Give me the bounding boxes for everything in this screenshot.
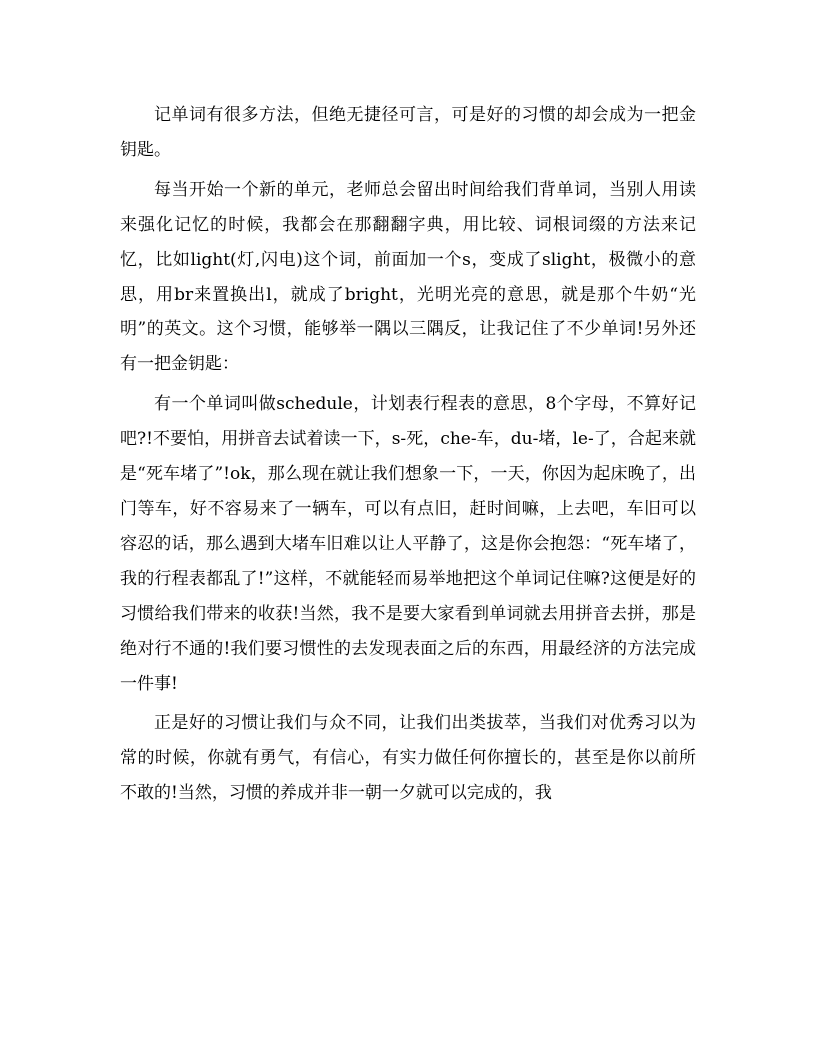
- paragraph-4: 正是好的习惯让我们与众不同，让我们出类拔萃，当我们对优秀习以为常的时候，你就有勇气，有信心，有实力做任何你擅长的，甚至是你以前所不敢的!当然，习惯的养成并非一朝一夕就可以完成的，我: [120, 713, 696, 804]
- document-page: [120, 98, 696, 816]
- paragraph-3: 有一个单词叫做schedule，计划表行程表的意思，8个字母，不算好记吧?!不要怕，用拼音去试着读一下，s-死，che-车，du-堵，le-了，合起来就是“死车堵了”!ok，那么现在就让我们想象一下，一天，你因为起床晚了，出门等车，好不容易来了一辆车，可以有点旧，赶时间嘛，上去吧，车旧可以容忍的话，那么遇到大堵车旧难以让人平静了，这是你会抱怨：“死车堵了，我的行程表都乱了!”这样，不就能轻而易举地把这个单词记住嘛?这便是好的习惯给我们带来的收获!当然，我不是要大家看到单词就去用拼音去拼，那是绝对行不通的!我们要习惯性的去发现表面之后的东西，用最经济的方法完成一件事!: [120, 394, 696, 694]
- paragraph-1: 记单词有很多方法，但绝无捷径可言，可是好的习惯的却会成为一把金钥匙。: [120, 105, 696, 160]
- paragraph-2: 每当开始一个新的单元，老师总会留出时间给我们背单词，当别人用读来强化记忆的时候，我都会在那翻翻字典，用比较、词根词缀的方法来记忆，比如light(灯,闪电)这个词，前面加一个s，变成了slight，极微小的意思，用br来置换出l，就成了bright，光明光亮的意思，就是那个牛奶“光明”的英文。这个习惯，能够举一隅以三隅反，让我记住了不少单词!另外还有一把金钥匙：: [120, 179, 696, 375]
